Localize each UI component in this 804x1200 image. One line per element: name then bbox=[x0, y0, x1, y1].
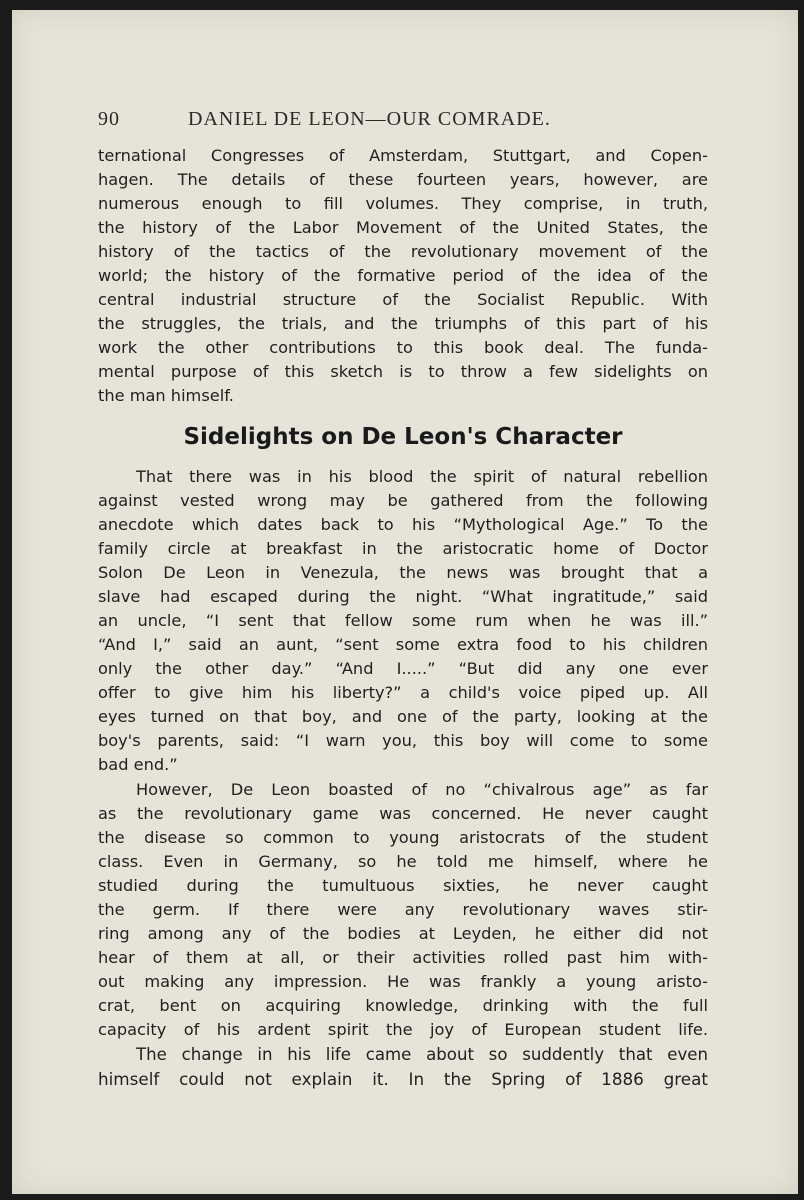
text-line: out making any impression. He was frankly a young aristo- bbox=[98, 972, 708, 991]
text-line: mental purpose of this sketch is to throw a few sidelights on bbox=[98, 362, 708, 381]
page-number: 90 bbox=[98, 108, 120, 130]
text-line: against vested wrong may be gathered from the following bbox=[98, 491, 708, 510]
text-line: hagen. The details of these fourteen years, however, are bbox=[98, 170, 708, 189]
text-line: ternational Congresses of Amsterdam, Stuttgart, and Copen- bbox=[98, 146, 708, 165]
text-line: anecdote which dates back to his “Mythological Age.” To the bbox=[98, 515, 708, 534]
running-head: DANIEL DE LEON—OUR COMRADE. bbox=[188, 108, 551, 130]
text-line: However, De Leon boasted of no “chivalrous age” as far bbox=[136, 780, 708, 799]
page-header bbox=[98, 108, 618, 138]
text-line: ring among any of the bodies at Leyden, he either did not bbox=[98, 924, 708, 943]
text-line: as the revolutionary game was concerned. He never caught bbox=[98, 804, 708, 823]
text-line: history of the tactics of the revolutionary movement of the bbox=[98, 242, 708, 261]
text-line: The change in his life came about so suddently that even bbox=[136, 1045, 708, 1064]
text-line: the man himself. bbox=[98, 386, 234, 405]
text-line: the history of the Labor Movement of the United States, the bbox=[98, 218, 708, 237]
text-line: an uncle, “I sent that fellow some rum when he was ill.” bbox=[98, 611, 708, 630]
text-line: That there was in his blood the spirit of natural rebellion bbox=[136, 467, 708, 486]
text-line: crat, bent on acquiring knowledge, drinking with the full bbox=[98, 996, 708, 1015]
text-line: work the other contributions to this book deal. The funda- bbox=[98, 338, 708, 357]
text-line: himself could not explain it. In the Spring of 1886 great bbox=[98, 1069, 708, 1089]
text-line: “And I,” said an aunt, “sent some extra food to his children bbox=[98, 635, 708, 654]
text-line: boy's parents, said: “I warn you, this boy will come to some bbox=[98, 731, 708, 750]
text-line: the struggles, the trials, and the triumphs of this part of his bbox=[98, 314, 708, 333]
text-line: eyes turned on that boy, and one of the party, looking at the bbox=[98, 707, 708, 726]
text-line: the germ. If there were any revolutionary waves stir- bbox=[98, 900, 708, 919]
text-line: class. Even in Germany, so he told me himself, where he bbox=[98, 852, 708, 871]
text-line: family circle at breakfast in the aristocratic home of Doctor bbox=[98, 539, 708, 558]
text-line: world; the history of the formative period of the idea of the bbox=[98, 266, 708, 285]
text-line: offer to give him his liberty?” a child's voice piped up. All bbox=[98, 683, 708, 702]
text-line: central industrial structure of the Socialist Republic. With bbox=[98, 290, 708, 309]
text-line: slave had escaped during the night. “What ingratitude,” said bbox=[98, 587, 708, 606]
text-line: the disease so common to young aristocrats of the student bbox=[98, 828, 708, 847]
text-line: only the other day.” “And I.....” “But did any one ever bbox=[98, 659, 708, 678]
text-line: hear of them at all, or their activities rolled past him with- bbox=[98, 948, 708, 967]
text-line: capacity of his ardent spirit the joy of European student life. bbox=[98, 1020, 708, 1039]
section-heading: Sidelights on De Leon's Character bbox=[183, 424, 623, 450]
text-line: Solon De Leon in Venezula, the news was brought that a bbox=[98, 563, 708, 582]
text-line: bad end.” bbox=[98, 755, 178, 774]
text-line: studied during the tumultuous sixties, he never caught bbox=[98, 876, 708, 895]
text-line: numerous enough to fill volumes. They comprise, in truth, bbox=[98, 194, 708, 213]
